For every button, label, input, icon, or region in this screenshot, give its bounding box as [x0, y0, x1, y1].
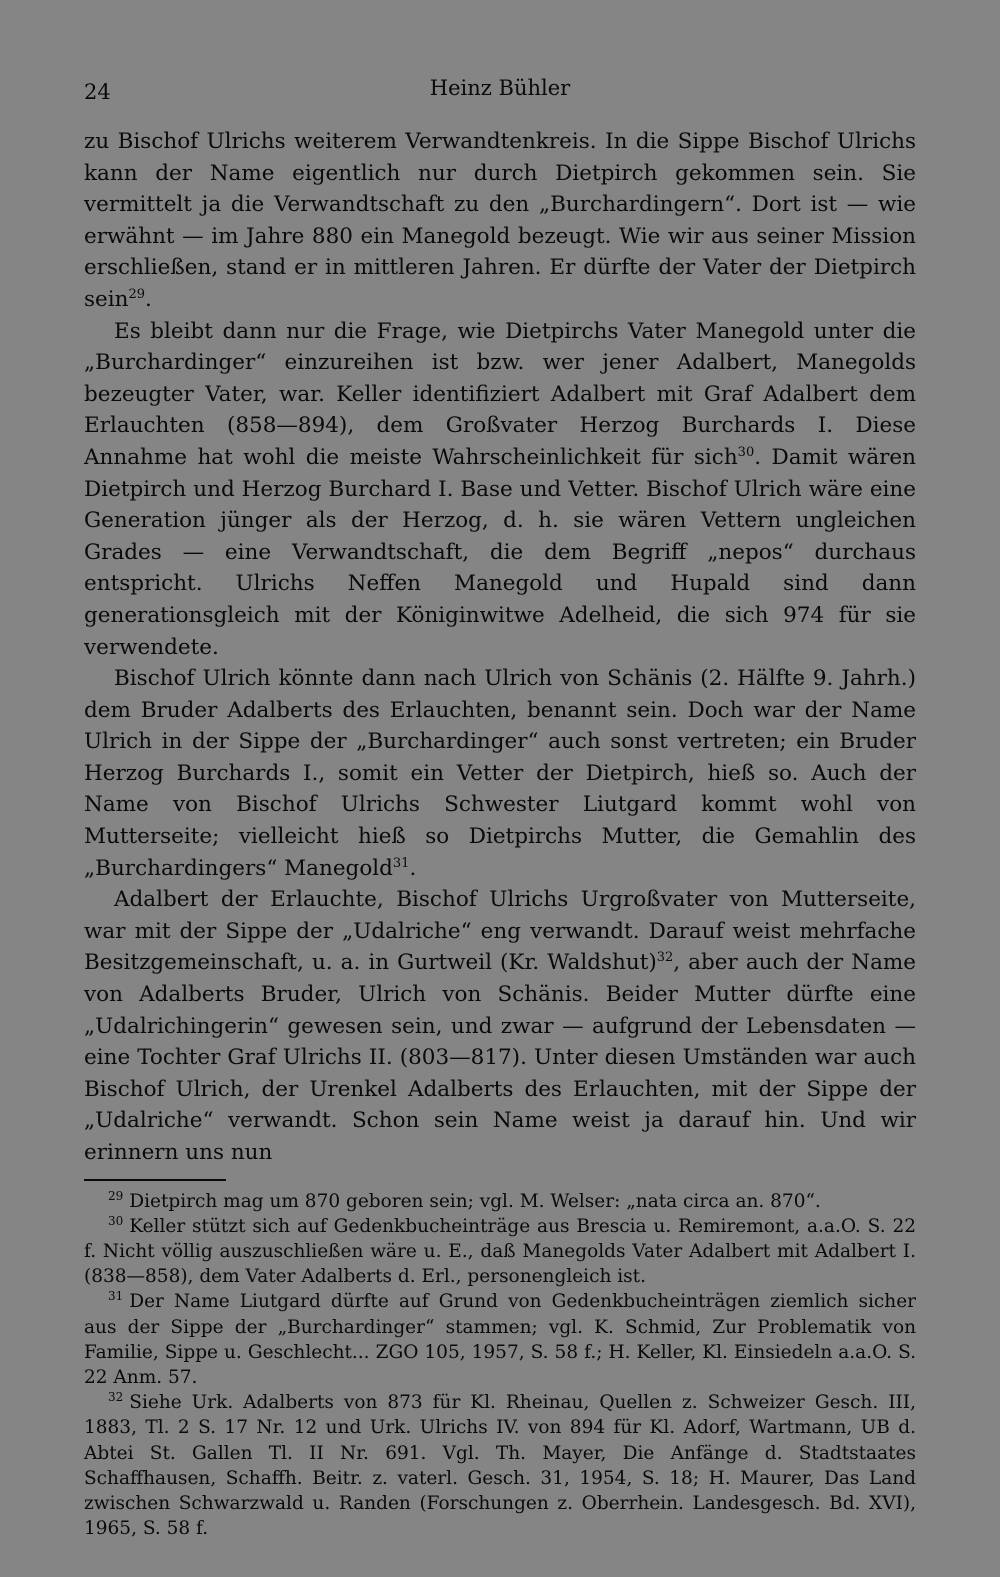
paragraph-text: Es bleibt dann nur die Frage, wie Dietpirchs Vater Manegold unter die „Burchardinger“ einzureihen ist bzw. wer jener Adalbert, Manegolds bezeugter Vater, war. Keller identifiziert Adalbert mit Graf Adalbert dem Erlauchten (858—894), dem Großvater Herzog Burchards I. Diese Annahme hat wohl die meiste Wahrscheinlichkeit für sich	[84, 318, 916, 470]
page-header	[84, 72, 916, 106]
paragraph-text: , aber auch der Name von Adalberts Bruder, Ulrich von Schänis. Beider Mutter dürfte eine „Udalrichingerin“ gewesen sein, und zwar — aufgrund der Lebensdaten — eine Tochter Graf Ulrichs II. (803—817). Unter diesen Umständen war auch Bischof Ulrich, der Urenkel Adalberts des Erlauchten, mit der Sippe der „Udalriche“ verwandt. Schon sein Name weist ja darauf hin. Und wir erinnern uns nun	[84, 950, 916, 1165]
footnote-number: 29	[108, 1188, 124, 1203]
footnote	[84, 1390, 916, 1541]
paragraph-text: .	[409, 855, 417, 881]
paragraph	[84, 884, 916, 1168]
footnote-text: Keller stützt sich auf Gedenkbucheinträge aus Brescia u. Remiremont, a.a.O. S. 22 f. Nicht völlig auszuschließen wäre u. E., daß Manegolds Vater Adalbert mit Adalbert I. (838—858), dem Vater Adalberts d. Erl., personengleich ist.	[84, 1215, 916, 1288]
paragraph-text: zu Bischof Ulrichs weiterem Verwandtenkreis. In die Sippe Bischof Ulrichs kann der Name eigentlich nur durch Dietpirch gekommen sein. Sie vermittelt ja die Verwandtschaft zu den „Burchardingern“. Dort ist — wie erwähnt — im Jahre 880 ein Manegold bezeugt. Wie wir aus seiner Mission erschließen, stand er in mittleren Jahren. Er dürfte der Vater der Dietpirch sein	[84, 129, 916, 312]
footnote	[84, 1214, 916, 1290]
paragraph	[84, 126, 916, 316]
footnote-reference: 29	[128, 286, 146, 302]
footnote-reference: 30	[737, 444, 755, 460]
main-text	[84, 126, 916, 1169]
footnote	[84, 1189, 916, 1214]
book-page	[84, 72, 916, 1541]
running-head: Heinz Bühler	[429, 76, 571, 100]
footnote-number: 30	[108, 1213, 124, 1228]
page-number: 24	[84, 80, 111, 104]
footnote	[84, 1289, 916, 1390]
paragraph-text: Adalbert der Erlauchte, Bischof Ulrichs Urgroßvater von Mutterseite, war mit der Sippe der „Udalriche“ eng verwandt. Darauf weist mehrfache Besitzgemeinschaft, u. a. in Gurtweil (Kr. Waldshut)	[84, 887, 916, 976]
footnote-separator	[84, 1179, 226, 1181]
footnotes	[84, 1189, 916, 1542]
footnote-reference: 32	[656, 950, 674, 966]
paragraph	[84, 663, 916, 884]
footnote-text: Der Name Liutgard dürfte auf Grund von Gedenkbucheinträgen ziemlich sicher aus der Sippe der „Burchardinger“ stammen; vgl. K. Schmid, Zur Problematik von Familie, Sippe u. Geschlecht... ZGO 105, 1957, S. 58 f.; H. Keller, Kl. Einsiedeln a.a.O. S. 22 Anm. 57.	[84, 1291, 916, 1389]
paragraph	[84, 316, 916, 664]
footnote-reference: 31	[392, 855, 410, 871]
paragraph-text: Bischof Ulrich könnte dann nach Ulrich von Schänis (2. Hälfte 9. Jahrh.) dem Bruder Adalberts des Erlauchten, benannt sein. Doch war der Name Ulrich in der Sippe der „Burchardinger“ auch sonst vertreten; ein Bruder Herzog Burchards I., somit ein Vetter der Dietpirch, hieß so. Auch der Name von Bischof Ulrichs Schwester Liutgard kommt wohl von Mutterseite; vielleicht hieß so Dietpirchs Mutter, die Gemahlin des „Burchardingers“ Manegold	[84, 666, 916, 881]
footnote-text: Dietpirch mag um 870 geboren sein; vgl. M. Welser: „nata circa an. 870“.	[129, 1190, 821, 1212]
footnote-number: 31	[108, 1289, 124, 1304]
footnote-number: 32	[108, 1390, 124, 1405]
footnote-text: Siehe Urk. Adalberts von 873 für Kl. Rheinau, Quellen z. Schweizer Gesch. III, 1883, Tl. 2 S. 17 Nr. 12 und Urk. Ulrichs IV. von 894 für Kl. Adorf, Wartmann, UB d. Abtei St. Gallen Tl. II Nr. 691. Vgl. Th. Mayer, Die Anfänge d. Stadtstaates Schaffhausen, Schaffh. Beitr. z. vaterl. Gesch. 31, 1954, S. 18; H. Maurer, Das Land zwischen Schwarzwald u. Randen (Forschungen z. Oberrhein. Landesgesch. Bd. XVI), 1965, S. 58 f.	[84, 1392, 916, 1540]
paragraph-text: .	[145, 286, 152, 312]
paragraph-text: . Damit wären Dietpirch und Herzog Burchard I. Base und Vetter. Bischof Ulrich wäre eine Generation jünger als der Herzog, d. h. sie wären Vettern ungleichen Grades — eine Verwandtschaft, die dem Begriff „nepos“ durchaus entspricht. Ulrichs Neffen Manegold und Hupald sind dann generationsgleich mit der Königinwitwe Adelheid, die sich 974 für sie verwendete.	[84, 444, 916, 660]
